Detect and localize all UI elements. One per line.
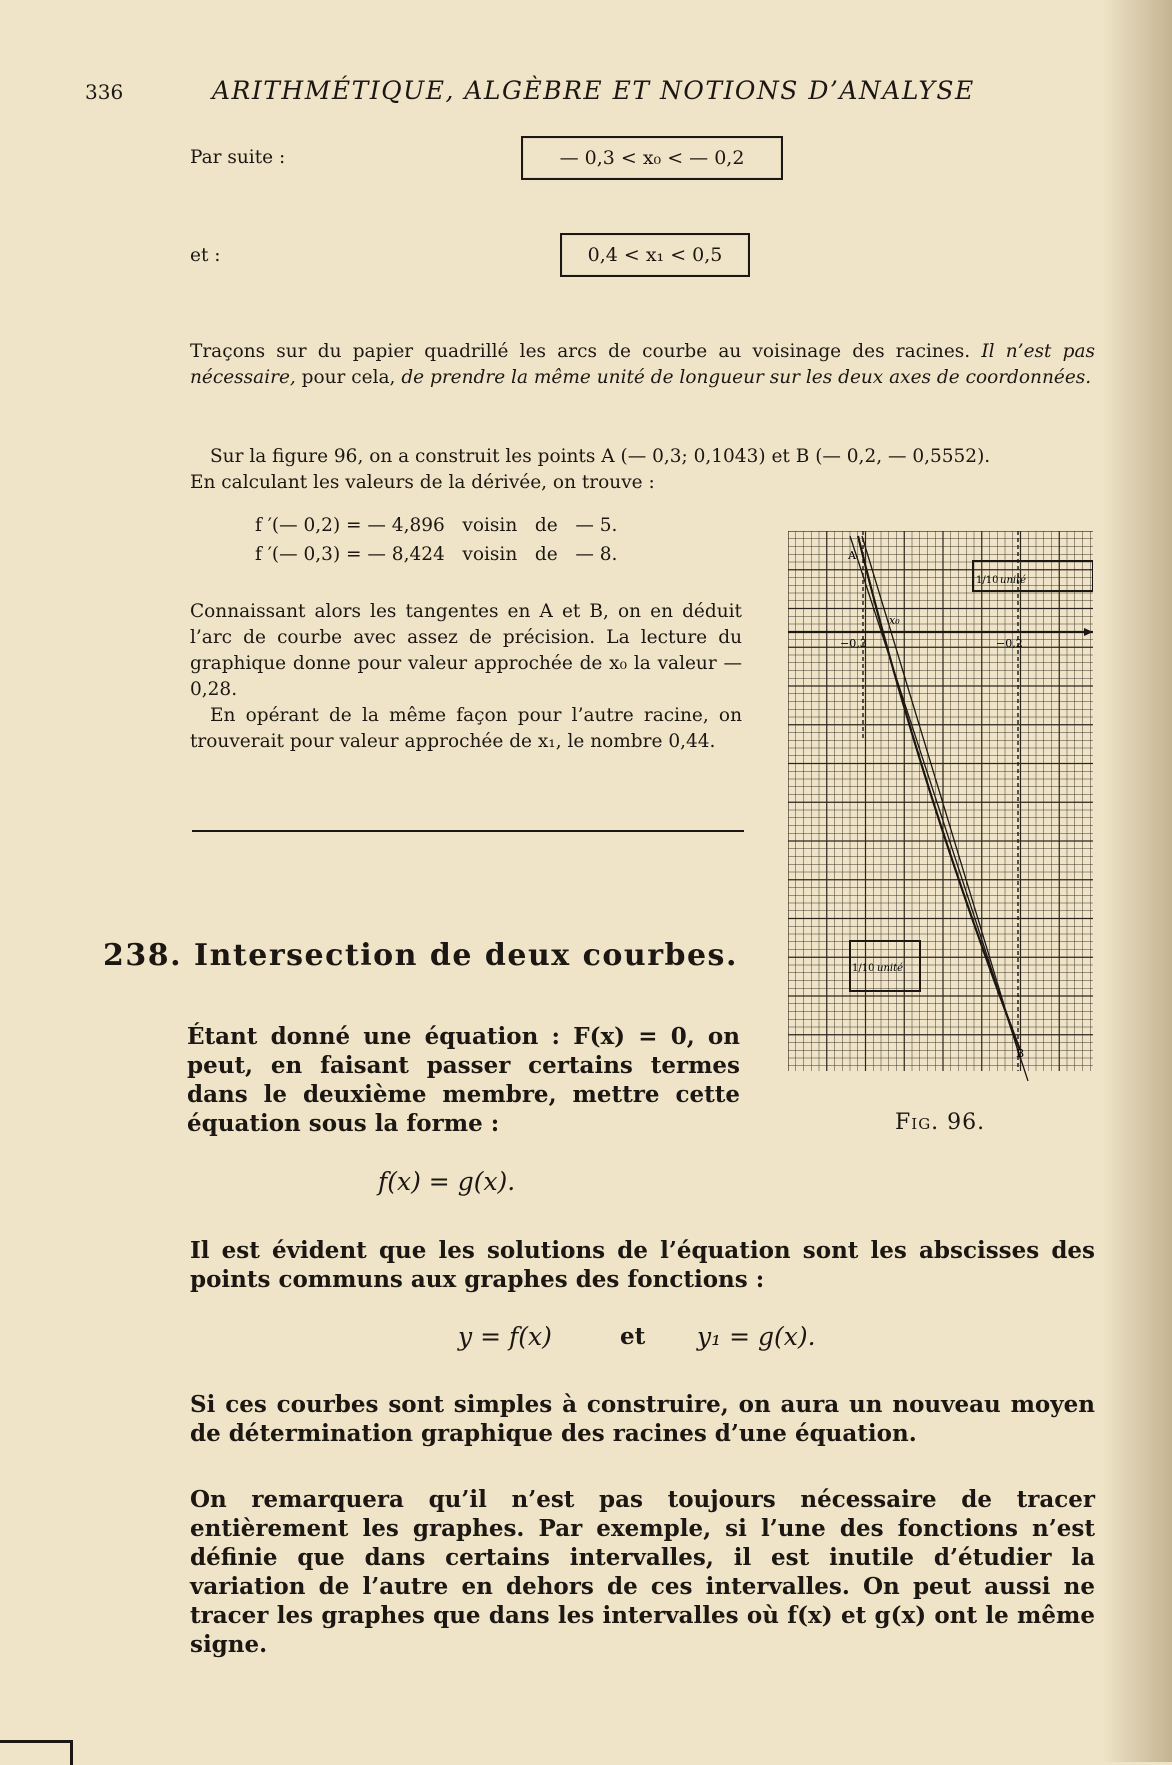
section-rule [192,830,744,832]
par-suite-label: Par suite : [190,147,286,168]
simple-curves-paragraph: Si ces courbes sont simples à construire, on aura un nouveau moyen de détermination graphique des racines d’une équation. [190,1391,1095,1447]
solutions-paragraph: Il est évident que les solutions de l’équation sont les abscisses des points communs aux graphes des fonctions : [190,1237,1095,1293]
label-A: A [848,549,856,562]
page-corner-mark [0,1740,73,1765]
x-axis-arrow [1084,628,1093,636]
unit-top-fraction: 1/10 [976,575,999,586]
tangent-paragraph: Connaissant alors les tangentes en A et B, on en déduit l’arc de courbe avec assez de précision. La lecture du graphique donne pour valeur approchée de x₀ la valeur — 0,28. [190,601,742,700]
x1-bound-box [560,233,750,277]
unit-top-word: unité [1000,575,1027,586]
equation-y: y = f(x) [458,1322,552,1351]
derivative-line-1: f ′(— 0,2) = — 4,896 voisin de — 5. [255,515,618,536]
graph-paper-grid [788,531,1093,1071]
label-minus-02: −0,2 [996,637,1023,650]
label-B: B [1016,1047,1025,1060]
points-line-1: Sur la figure 96, on a construit les points A (— 0,3; 0,1043) et B (— 0,2, — 0,5552). [210,446,991,467]
section-title: Intersection de deux courbes. [194,938,738,973]
intro-plain-1: Traçons sur du papier quadrillé les arcs de courbe au voisinage des racines. [190,341,982,362]
section-number: 238. [103,938,183,973]
remark-paragraph: On remarquera qu’il n’est pas toujours nécessaire de tracer entièrement les graphes. Par exemple, si l’une des fonctions n’est définie que dans certains intervalles, il est inutile d’étudier la variation de l’autre en dehors de ces intervalles. On peut aussi ne tracer les graphes que dans les intervalles où f(x) et g(x) ont le même signe. [190,1486,1095,1658]
equation-y1: y₁ = g(x). [697,1322,816,1351]
section-paragraph: Étant donné une équation : F(x) = 0, on peut, en faisant passer certains termes dans le deuxième membre, mettre cette équation sous la forme : [187,1023,740,1137]
intro-italic-1: Il n’est pas nécessaire, [190,341,1095,388]
intro-plain-2: pour cela, [295,367,402,388]
page-edge-shadow [1102,0,1172,1762]
figure-caption: Fig. 96. [895,1110,986,1135]
x0-bound-text: — 0,3 < x₀ < — 0,2 [559,147,745,169]
label-minus-03: −0,3 [840,637,867,650]
intro-italic-2: de prendre la même unité de longueur sur les deux axes de coordonnées. [401,367,1092,388]
section-heading [103,938,738,973]
equation-et: et [620,1323,646,1350]
points-line-2: En calculant les valeurs de la dérivée, on trouve : [190,472,655,493]
intro-paragraph [190,339,1095,391]
label-x0: x₀ [889,614,900,627]
running-title: ARITHMÉTIQUE, ALGÈBRE ET NOTIONS D’ANALYSE [212,76,975,105]
et-label: et : [190,245,221,266]
equation-f-equals-g: f(x) = g(x). [378,1167,516,1196]
unit-bottom-word: unité [877,963,904,974]
derivative-line-2: f ′(— 0,3) = — 8,424 voisin de — 8. [255,544,618,565]
second-root-paragraph: En opérant de la même façon pour l’autre racine, on trouverait pour valeur approchée de x₁, le nombre 0,44. [190,705,742,752]
unit-bottom-fraction: 1/10 [852,963,875,974]
x0-bound-box [521,136,783,180]
page-number: 336 [85,80,124,104]
x1-bound-text: 0,4 < x₁ < 0,5 [587,244,723,266]
figure-96-graph [788,531,1093,1081]
